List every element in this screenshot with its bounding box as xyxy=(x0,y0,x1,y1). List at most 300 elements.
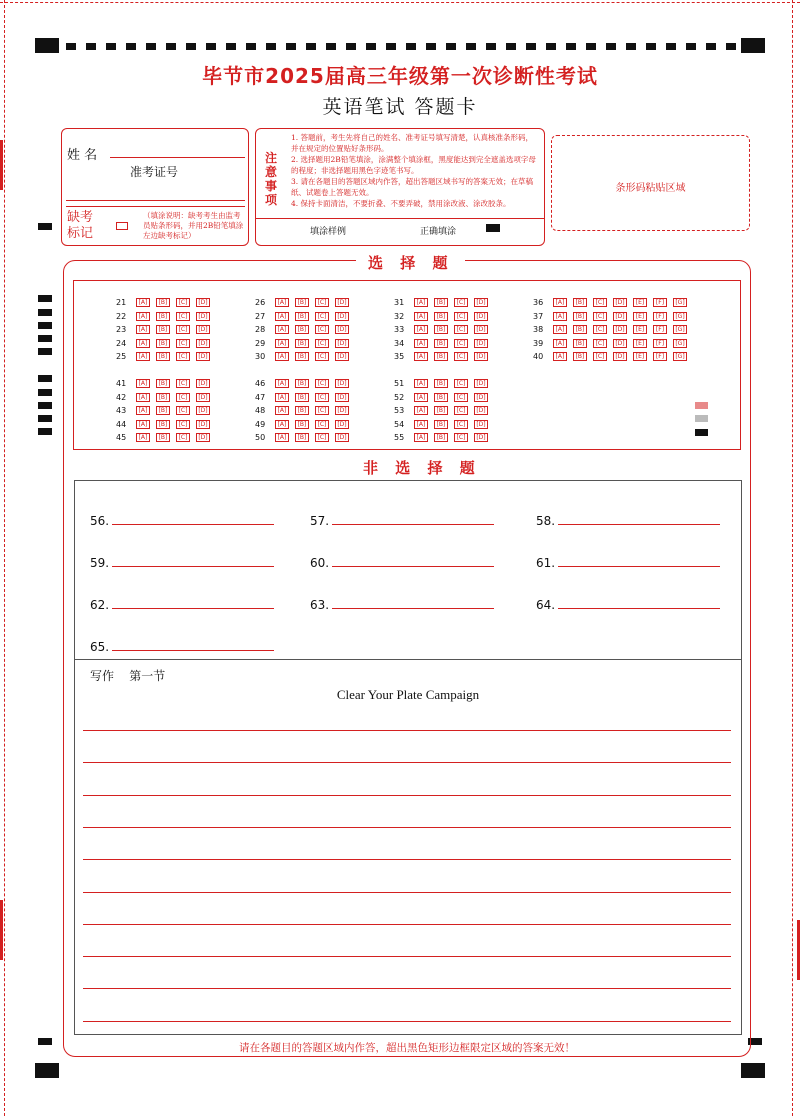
option-bubble[interactable]: [B] xyxy=(156,433,170,442)
side-mark xyxy=(38,309,52,316)
question-row xyxy=(394,387,494,400)
option-bubble[interactable]: [B] xyxy=(434,325,448,334)
option-bubble[interactable]: [B] xyxy=(295,298,309,307)
option-bubble[interactable]: [E] xyxy=(633,298,647,307)
notice-item: 4. 保持卡面清洁，不要折叠、不要弄破，禁用涂改液、涂改胶条。 xyxy=(291,199,511,208)
question-number: 55 xyxy=(394,433,405,442)
option-bubble[interactable]: [D] xyxy=(196,352,210,361)
notice-list xyxy=(291,132,539,209)
side-mark xyxy=(38,348,52,355)
question-row xyxy=(533,306,693,319)
option-bubble[interactable]: [C] xyxy=(315,433,329,442)
option-bubble[interactable]: [F] xyxy=(653,298,667,307)
question-number: 33 xyxy=(394,325,405,334)
option-bubble[interactable]: [D] xyxy=(474,312,488,321)
option-bubble[interactable]: [B] xyxy=(295,433,309,442)
option-bubble[interactable]: [B] xyxy=(156,420,170,429)
option-bubble[interactable]: [C] xyxy=(315,298,329,307)
question-number: 46 xyxy=(255,379,266,388)
option-bubble[interactable]: [B] xyxy=(156,352,170,361)
question-number: 32 xyxy=(394,311,405,321)
option-bubble[interactable]: [B] xyxy=(295,325,309,334)
option-bubble[interactable]: [A] xyxy=(553,312,567,321)
option-bubble[interactable]: [C] xyxy=(176,393,190,402)
option-bubble[interactable]: [D] xyxy=(335,393,349,402)
option-bubble[interactable]: [B] xyxy=(434,433,448,442)
blank-number: 56. xyxy=(90,514,110,528)
option-bubble[interactable]: [D] xyxy=(196,298,210,307)
blank-line[interactable] xyxy=(112,524,274,525)
option-bubble[interactable]: [E] xyxy=(633,352,647,361)
option-bubble[interactable]: [C] xyxy=(315,352,329,361)
option-bubble[interactable]: [A] xyxy=(414,352,428,361)
question-number: 54 xyxy=(394,419,405,429)
side-mark xyxy=(38,1038,52,1045)
question-number: 34 xyxy=(394,338,405,348)
question-number: 29 xyxy=(255,338,266,348)
writing-divider xyxy=(74,659,742,660)
option-bubble[interactable]: [D] xyxy=(613,298,627,307)
sample-label: 填涂样例 xyxy=(310,227,347,237)
correct-fill-label: 正确填涂 xyxy=(420,227,457,237)
writing-line[interactable] xyxy=(83,730,731,731)
option-bubble[interactable]: [D] xyxy=(474,393,488,402)
option-bubble[interactable]: [B] xyxy=(156,379,170,388)
question-number: 49 xyxy=(255,419,266,429)
option-bubble[interactable]: [C] xyxy=(315,379,329,388)
side-mark xyxy=(38,335,52,342)
question-row xyxy=(394,346,494,359)
question-number: 36 xyxy=(533,298,544,307)
blank-line[interactable] xyxy=(558,524,720,525)
option-bubble[interactable]: [A] xyxy=(136,325,150,334)
option-bubble[interactable]: [A] xyxy=(136,406,150,415)
option-bubble[interactable]: [C] xyxy=(176,433,190,442)
question-number: 44 xyxy=(116,419,127,429)
option-bubble[interactable]: [C] xyxy=(454,393,468,402)
gray-scale-mark-light xyxy=(695,402,708,409)
option-bubble[interactable]: [A] xyxy=(275,420,289,429)
option-bubble[interactable]: [B] xyxy=(434,312,448,321)
question-number: 52 xyxy=(394,392,405,402)
question-number: 39 xyxy=(533,338,544,348)
option-bubble[interactable]: [D] xyxy=(335,339,349,348)
option-bubble[interactable]: [D] xyxy=(613,312,627,321)
option-bubble[interactable]: [B] xyxy=(156,312,170,321)
option-bubble[interactable]: [A] xyxy=(275,352,289,361)
choice-section-title: 选 择 题 xyxy=(356,252,465,273)
option-bubble[interactable]: [B] xyxy=(434,379,448,388)
question-row xyxy=(255,400,355,413)
option-bubble[interactable]: [D] xyxy=(335,379,349,388)
option-bubble[interactable]: [B] xyxy=(573,352,587,361)
question-number: 40 xyxy=(533,352,544,361)
footer-warning: 请在各题目的答题区域内作答，超出黑色矩形边框限定区域的答案无效！ xyxy=(239,1042,575,1054)
option-bubble[interactable]: [B] xyxy=(434,393,448,402)
option-bubble[interactable]: [C] xyxy=(454,298,468,307)
option-bubble[interactable]: [G] xyxy=(673,339,687,348)
writing-line[interactable] xyxy=(83,956,731,957)
option-bubble[interactable]: [D] xyxy=(335,420,349,429)
option-bubble[interactable]: [A] xyxy=(553,339,567,348)
option-bubble[interactable]: [C] xyxy=(454,339,468,348)
question-number: 25 xyxy=(116,352,127,361)
option-bubble[interactable]: [A] xyxy=(275,433,289,442)
blank-number: 57. xyxy=(310,514,330,528)
option-bubble[interactable]: [E] xyxy=(633,312,647,321)
question-row xyxy=(255,319,355,332)
absent-label: 缺考标记 xyxy=(67,210,94,241)
writing-line[interactable] xyxy=(83,924,731,925)
option-bubble[interactable]: [C] xyxy=(315,406,329,415)
question-row xyxy=(255,373,355,386)
option-bubble[interactable]: [B] xyxy=(434,420,448,429)
blank-line[interactable] xyxy=(112,566,274,567)
question-row xyxy=(116,400,216,413)
option-bubble[interactable]: [A] xyxy=(275,406,289,415)
option-bubble[interactable]: [B] xyxy=(573,312,587,321)
option-bubble[interactable]: [B] xyxy=(434,298,448,307)
corner-mark-tr xyxy=(741,38,765,53)
question-row xyxy=(255,387,355,400)
question-number: 42 xyxy=(116,392,127,402)
option-bubble[interactable]: [A] xyxy=(275,298,289,307)
option-bubble[interactable]: [C] xyxy=(454,325,468,334)
option-bubble[interactable]: [F] xyxy=(653,352,667,361)
option-bubble[interactable]: [C] xyxy=(454,312,468,321)
blank-number: 62. xyxy=(90,598,110,612)
option-bubble[interactable]: [A] xyxy=(275,339,289,348)
writing-line[interactable] xyxy=(83,892,731,893)
question-number: 30 xyxy=(255,352,266,361)
option-bubble[interactable]: [C] xyxy=(593,312,607,321)
question-number: 26 xyxy=(255,298,266,307)
option-bubble[interactable]: [C] xyxy=(176,352,190,361)
option-bubble[interactable]: [C] xyxy=(454,352,468,361)
question-row xyxy=(533,292,693,305)
option-bubble[interactable]: [A] xyxy=(414,298,428,307)
question-number: 38 xyxy=(533,325,544,334)
option-bubble[interactable]: [B] xyxy=(295,420,309,429)
option-bubble[interactable]: [B] xyxy=(295,393,309,402)
option-bubble[interactable]: [A] xyxy=(414,339,428,348)
blank-line[interactable] xyxy=(112,650,274,651)
blank-line[interactable] xyxy=(332,524,494,525)
option-bubble[interactable]: [B] xyxy=(573,298,587,307)
corner-mark-br xyxy=(741,1063,765,1078)
option-bubble[interactable]: [A] xyxy=(553,298,567,307)
option-bubble[interactable]: [D] xyxy=(613,339,627,348)
question-row xyxy=(394,427,494,440)
question-row xyxy=(116,306,216,319)
option-bubble[interactable]: [C] xyxy=(593,325,607,334)
absent-checkbox[interactable] xyxy=(116,222,128,230)
option-bubble[interactable]: [A] xyxy=(136,433,150,442)
option-bubble[interactable]: [D] xyxy=(474,352,488,361)
writing-line[interactable] xyxy=(83,988,731,989)
option-bubble[interactable]: [D] xyxy=(335,352,349,361)
question-number: 22 xyxy=(116,311,127,321)
option-bubble[interactable]: [A] xyxy=(414,325,428,334)
option-bubble[interactable]: [D] xyxy=(196,406,210,415)
absent-note: （填涂说明：缺考考生由监考员贴条形码，并用2B铅笔填涂左边缺考标记） xyxy=(143,211,244,240)
option-bubble[interactable]: [B] xyxy=(295,339,309,348)
exam-title: 毕节市2025届高三年级第一次诊断性考试 xyxy=(202,64,598,88)
question-number: 51 xyxy=(394,379,405,388)
option-bubble[interactable]: [D] xyxy=(196,379,210,388)
option-bubble[interactable]: [A] xyxy=(414,420,428,429)
question-row xyxy=(116,373,216,386)
notice-item: 3. 请在各题目的答题区域内作答，超出答题区域书写的答案无效；在草稿纸、试题卷上答题无效。 xyxy=(291,177,534,197)
option-bubble[interactable]: [A] xyxy=(136,420,150,429)
option-bubble[interactable]: [C] xyxy=(454,433,468,442)
option-bubble[interactable]: [D] xyxy=(196,339,210,348)
blank-line[interactable] xyxy=(332,566,494,567)
left-red-bar xyxy=(0,140,3,190)
exam-id-line xyxy=(66,200,245,201)
question-number: 48 xyxy=(255,406,266,415)
question-row xyxy=(394,319,494,332)
side-mark xyxy=(38,375,52,382)
option-bubble[interactable]: [F] xyxy=(653,339,667,348)
question-number: 35 xyxy=(394,352,405,361)
option-bubble[interactable]: [A] xyxy=(136,339,150,348)
option-bubble[interactable]: [B] xyxy=(295,312,309,321)
question-row xyxy=(533,346,693,359)
option-bubble[interactable]: [D] xyxy=(474,406,488,415)
writing-line[interactable] xyxy=(83,795,731,796)
option-bubble[interactable]: [B] xyxy=(295,352,309,361)
question-row xyxy=(255,346,355,359)
question-row xyxy=(394,306,494,319)
question-row xyxy=(255,292,355,305)
notice-label: 注意事项 xyxy=(265,151,278,207)
option-bubble[interactable]: [C] xyxy=(315,312,329,321)
blank-number: 63. xyxy=(310,598,330,612)
option-bubble[interactable]: [E] xyxy=(633,325,647,334)
option-bubble[interactable]: [C] xyxy=(454,379,468,388)
question-row xyxy=(394,373,494,386)
option-bubble[interactable]: [B] xyxy=(573,339,587,348)
option-bubble[interactable]: [C] xyxy=(176,298,190,307)
question-number: 28 xyxy=(255,325,266,334)
question-number: 47 xyxy=(255,392,266,402)
option-bubble[interactable]: [C] xyxy=(176,406,190,415)
option-bubble[interactable]: [C] xyxy=(315,325,329,334)
option-bubble[interactable]: [C] xyxy=(176,312,190,321)
option-bubble[interactable]: [A] xyxy=(136,379,150,388)
question-row xyxy=(255,414,355,427)
name-label: 姓 名 xyxy=(67,148,98,163)
option-bubble[interactable]: [C] xyxy=(454,420,468,429)
nonchoice-section-title: 非 选 择 题 xyxy=(351,457,493,478)
timing-track xyxy=(66,43,736,50)
writing-line[interactable] xyxy=(83,859,731,860)
blank-number: 65. xyxy=(90,640,110,654)
option-bubble[interactable]: [B] xyxy=(434,352,448,361)
question-row xyxy=(394,414,494,427)
option-bubble[interactable]: [A] xyxy=(136,312,150,321)
option-bubble[interactable]: [C] xyxy=(315,339,329,348)
option-bubble[interactable]: [B] xyxy=(156,339,170,348)
writing-line[interactable] xyxy=(83,827,731,828)
question-row xyxy=(533,333,693,346)
writing-line[interactable] xyxy=(83,1021,731,1022)
option-bubble[interactable]: [A] xyxy=(553,325,567,334)
option-bubble[interactable]: [A] xyxy=(414,393,428,402)
question-row xyxy=(116,333,216,346)
blank-number: 61. xyxy=(536,556,556,570)
question-number: 24 xyxy=(116,338,127,348)
blank-line[interactable] xyxy=(332,608,494,609)
option-bubble[interactable]: [E] xyxy=(633,339,647,348)
correct-fill-sample xyxy=(486,224,500,232)
side-mark xyxy=(38,402,52,409)
option-bubble[interactable]: [C] xyxy=(593,352,607,361)
notice-divider xyxy=(256,218,544,219)
notice-item: 2. 选择题用2B铅笔填涂，涂满整个填涂框，黑度能达到完全遮盖选项字母的程度；非选择题用黑色字迹笔书写。 xyxy=(291,155,536,175)
option-bubble[interactable]: [B] xyxy=(295,379,309,388)
option-bubble[interactable]: [A] xyxy=(136,352,150,361)
option-bubble[interactable]: [D] xyxy=(335,433,349,442)
side-mark xyxy=(38,389,52,396)
question-row xyxy=(116,346,216,359)
option-bubble[interactable]: [D] xyxy=(474,325,488,334)
option-bubble[interactable]: [C] xyxy=(176,339,190,348)
barcode-label: 条形码粘贴区域 xyxy=(615,183,686,194)
question-number: 45 xyxy=(116,433,127,442)
gray-scale-mark-dark xyxy=(695,429,708,436)
top-cut-line xyxy=(0,2,800,3)
side-mark xyxy=(38,415,52,422)
option-bubble[interactable]: [G] xyxy=(673,352,687,361)
option-bubble[interactable]: [B] xyxy=(434,406,448,415)
option-bubble[interactable]: [D] xyxy=(613,352,627,361)
question-row xyxy=(255,333,355,346)
option-bubble[interactable]: [G] xyxy=(673,298,687,307)
option-bubble[interactable]: [D] xyxy=(335,325,349,334)
exam-id-label: 准考证号 xyxy=(130,165,179,179)
question-row xyxy=(255,306,355,319)
option-bubble[interactable]: [A] xyxy=(275,379,289,388)
writing-line[interactable] xyxy=(83,762,731,763)
option-bubble[interactable]: [A] xyxy=(414,379,428,388)
option-bubble[interactable]: [C] xyxy=(176,420,190,429)
option-bubble[interactable]: [D] xyxy=(613,325,627,334)
option-bubble[interactable]: [G] xyxy=(673,312,687,321)
question-row xyxy=(116,414,216,427)
question-number: 53 xyxy=(394,406,405,415)
option-bubble[interactable]: [A] xyxy=(414,312,428,321)
option-bubble[interactable]: [C] xyxy=(176,325,190,334)
question-row xyxy=(255,427,355,440)
question-number: 23 xyxy=(116,325,127,334)
option-bubble[interactable]: [A] xyxy=(275,393,289,402)
option-bubble[interactable]: [D] xyxy=(474,339,488,348)
option-bubble[interactable]: [D] xyxy=(474,420,488,429)
option-bubble[interactable]: [D] xyxy=(196,420,210,429)
right-cut-line xyxy=(792,0,793,1116)
option-bubble[interactable]: [B] xyxy=(156,298,170,307)
blank-line[interactable] xyxy=(558,566,720,567)
blank-line[interactable] xyxy=(558,608,720,609)
corner-mark-tl xyxy=(35,38,59,53)
left-red-bar-2 xyxy=(0,900,3,960)
option-bubble[interactable]: [B] xyxy=(434,339,448,348)
option-bubble[interactable]: [D] xyxy=(474,298,488,307)
option-bubble[interactable]: [C] xyxy=(176,379,190,388)
option-bubble[interactable]: [B] xyxy=(156,325,170,334)
option-bubble[interactable]: [F] xyxy=(653,312,667,321)
question-row xyxy=(533,319,693,332)
blank-number: 59. xyxy=(90,556,110,570)
side-mark xyxy=(38,322,52,329)
option-bubble[interactable]: [D] xyxy=(196,433,210,442)
option-bubble[interactable]: [A] xyxy=(414,406,428,415)
option-bubble[interactable]: [C] xyxy=(593,298,607,307)
option-bubble[interactable]: [D] xyxy=(474,433,488,442)
option-bubble[interactable]: [B] xyxy=(156,393,170,402)
question-number: 50 xyxy=(255,433,266,442)
question-row xyxy=(394,400,494,413)
name-field-line[interactable] xyxy=(110,157,245,158)
exam-id-line-2 xyxy=(66,206,245,207)
option-bubble[interactable]: [G] xyxy=(673,325,687,334)
question-row xyxy=(394,292,494,305)
writing-prompt: Clear Your Plate Campaign xyxy=(336,687,480,702)
question-number: 37 xyxy=(533,311,544,321)
option-bubble[interactable]: [D] xyxy=(335,312,349,321)
option-bubble[interactable]: [C] xyxy=(593,339,607,348)
option-bubble[interactable]: [A] xyxy=(136,298,150,307)
option-bubble[interactable]: [D] xyxy=(196,325,210,334)
blank-number: 58. xyxy=(536,514,556,528)
option-bubble[interactable]: [D] xyxy=(335,298,349,307)
option-bubble[interactable]: [B] xyxy=(295,406,309,415)
writing-label: 写作 第一节 xyxy=(90,669,166,683)
question-row xyxy=(116,292,216,305)
option-bubble[interactable]: [A] xyxy=(275,312,289,321)
option-bubble[interactable]: [C] xyxy=(315,420,329,429)
question-number: 21 xyxy=(116,298,127,307)
option-bubble[interactable]: [B] xyxy=(156,406,170,415)
option-bubble[interactable]: [A] xyxy=(553,352,567,361)
option-bubble[interactable]: [F] xyxy=(653,325,667,334)
side-mark xyxy=(38,223,52,230)
question-number: 31 xyxy=(394,298,405,307)
option-bubble[interactable]: [A] xyxy=(275,325,289,334)
gray-scale-mark-mid xyxy=(695,415,708,422)
option-bubble[interactable]: [C] xyxy=(315,393,329,402)
option-bubble[interactable]: [D] xyxy=(196,312,210,321)
sheet-subtitle: 英语笔试 答题卡 xyxy=(322,96,478,118)
option-bubble[interactable]: [C] xyxy=(454,406,468,415)
blank-line[interactable] xyxy=(112,608,274,609)
option-bubble[interactable]: [D] xyxy=(196,393,210,402)
option-bubble[interactable]: [A] xyxy=(414,433,428,442)
corner-mark-bl xyxy=(35,1063,59,1078)
blank-number: 64. xyxy=(536,598,556,612)
side-mark xyxy=(38,295,52,302)
option-bubble[interactable]: [B] xyxy=(573,325,587,334)
question-row xyxy=(116,427,216,440)
option-bubble[interactable]: [A] xyxy=(136,393,150,402)
question-row xyxy=(116,319,216,332)
option-bubble[interactable]: [D] xyxy=(335,406,349,415)
question-row xyxy=(394,333,494,346)
option-bubble[interactable]: [D] xyxy=(474,379,488,388)
question-row xyxy=(116,387,216,400)
